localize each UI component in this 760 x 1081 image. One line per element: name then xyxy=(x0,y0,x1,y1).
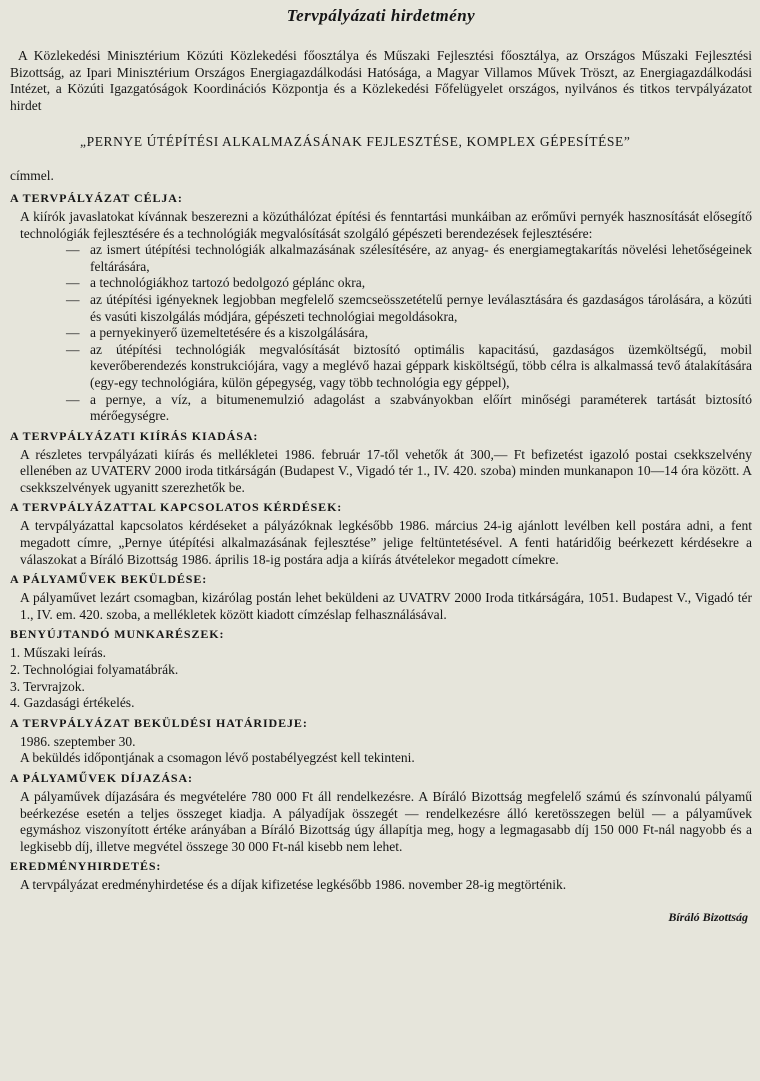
page-title: Tervpályázati hirdetmény xyxy=(286,6,476,25)
list-item: — az útépítési igényeknek legjobban megfelelő szemcseösszetételű pernye leválasztására és gazdaságos tárolására, a közúti és vasúti kiszolgálás módjára, gépészeti technológiai megoldásokra, xyxy=(66,291,752,324)
goal-list xyxy=(10,242,752,425)
section-text-cel: A kiírók javaslatokat kívánnak beszerezni a közúthálózat építési és fenntartási munkáiban az erőművi pernyék hasznosítását elősegítő technológiák fejlesztésére és a technológiák megvalósítását szolgáló gépészeti berendezések fejlesztésére: xyxy=(20,208,752,241)
list-item: 2. Technológiai folyamatábrák. xyxy=(10,662,179,678)
section-text-eredmeny: A tervpályázat eredményhirdetése és a díjak kifizetése legkésőbb 1986. november 28-ig megtörténik. xyxy=(20,877,567,893)
list-item: 3. Tervrajzok. xyxy=(10,678,85,694)
list-item: — az útépítési technológiák megvalósítását biztosító optimális kapacitású, gazdaságos üzemköltségű, mobil keverőberendezés konstrukciójára, vagy a meglévő hazai géppark kisköltségű, több célra is alkalmassá tevő átalakítására (egy-egy technológiára, külön gépegység, vagy több technológia egy géppel), xyxy=(66,341,752,390)
section-heading-hatarido: A TERVPÁLYÁZAT BEKÜLDÉSI HATÁRIDEJE: xyxy=(10,715,308,730)
section-heading-eredmeny: EREDMÉNYHIRDETÉS: xyxy=(10,859,162,874)
intro-paragraph: A Közlekedési Minisztérium Közúti Közlekedési főosztálya és Műszaki Fejlesztési főosztálya, az Országos Műszaki Fejlesztési Bizottság, az Ipari Minisztérium Országos Energiagazdálkodási Hatósága, a Magyar Villamos Művek Tröszt, az Energiagazdálkodási Intézet, a Közúti Igazgatóságok Koordinációs Központja és a Közlekedési Főfelügyelet országos, nyilvános és titkos tervpályázatot hirdet xyxy=(10,48,752,113)
subject-line: „PERNYE ÚTÉPÍTÉSI ALKALMAZÁSÁNAK FEJLESZTÉSE, KOMPLEX GÉPESÍTÉSE” xyxy=(80,134,631,150)
section-heading-dijazas: A PÁLYAMŰVEK DÍJAZÁSA: xyxy=(10,771,193,785)
section-heading-bekuldes: A PÁLYAMŰVEK BEKÜLDÉSE: xyxy=(10,572,208,587)
section-text-dijazas: A pályaművek díjazására és megvételére 780 000 Ft áll rendelkezésre. A Bíráló Bizottság megfelelő számú és színvonalú pályamű beérkezése esetén a teljes összeget kiadja. A pályadíjak összegét — rendelkezésre álló keretösszegen belül — a pályaművek egymáshoz viszonyított értéke arányában a Bíráló Bizottság úgy állapítja meg, hogy a legmagasabb díj 150 000 Ft-nál nagyobb és a legkisebb díj, illetve megvétel összege 30 000 Ft-nál kisebb nem lehet. xyxy=(20,789,752,854)
section-heading-cel: A TERVPÁLYÁZAT CÉLJA: xyxy=(10,190,183,205)
signature: Bíráló Bizottság xyxy=(668,909,748,924)
section-text-kerdesek: A tervpályázattal kapcsolatos kérdéseket a pályázóknak legkésőbb 1986. március 24-ig ajánlott levélben kell postára adni, a fent megadott címre, „Pernye útépítési alkalmazásának fejlesztése” jelige feltüntetésével. A fenti határidőig beérkezett kérdésekre a válaszokat a Bíráló Bizottság 1986. április 18-ig postára adja a kiírás átvételekor megadott címekre. xyxy=(20,518,752,567)
section-heading-kiadas: A TERVPÁLYÁZATI KIÍRÁS KIADÁSA: xyxy=(10,428,259,443)
deadline-date: 1986. szeptember 30. xyxy=(20,733,136,749)
list-item: 1. Műszaki leírás. xyxy=(10,645,106,661)
list-item: — a technológiákhoz tartozó bedolgozó géplánc okra, xyxy=(66,275,366,291)
list-item: 4. Gazdasági értékelés. xyxy=(10,695,135,711)
list-item: — a pernye, a víz, a bitumenemulzió adagolást a szabványokban előírt minőségi paraméterek tartását biztosító mérőegységre. xyxy=(66,391,752,424)
list-item: — az ismert útépítési technológiák alkalmazásának szélesítésére, az anyag- és energiamegtakarítás növelési lehetőségeinek feltárására, xyxy=(66,242,752,274)
section-heading-kerdesek: A TERVPÁLYÁZATTAL KAPCSOLATOS KÉRDÉSEK: xyxy=(10,500,343,515)
cimmel-text: címmel. xyxy=(10,168,54,184)
section-text-kiadas: A részletes tervpályázati kiírás és mellékletei 1986. február 17-től vehetők át 300,— Ft befizetést igazoló postai csekkszelvény ellenében az UVATERV 2000 iroda titkárságán (Budapest V., Vigadó tér 1., IV. 420. szoba) minden munkanapon 10—14 óra között. A csekkszelvények ugyanitt szerezhetők be. xyxy=(20,446,752,495)
section-text-bekuldes: A pályaművet lezárt csomagban, kizárólag postán lehet beküldeni az UVATRV 2000 Iroda titkárságára, 1051. Budapest V., Vigadó tér 1., IV. em. 420. szoba, a mellékletek között kiadott címzéslap felhasználásával. xyxy=(20,590,752,622)
section-heading-munkareszek: BENYÚJTANDÓ MUNKARÉSZEK: xyxy=(10,627,225,642)
list-item: — a pernyekinyerő üzemeltetésére és a kiszolgálására, xyxy=(66,325,369,341)
deadline-note: A beküldés időpontjának a csomagon lévő postabélyegzést kell tekinteni. xyxy=(20,750,415,766)
parts-list xyxy=(10,645,752,711)
